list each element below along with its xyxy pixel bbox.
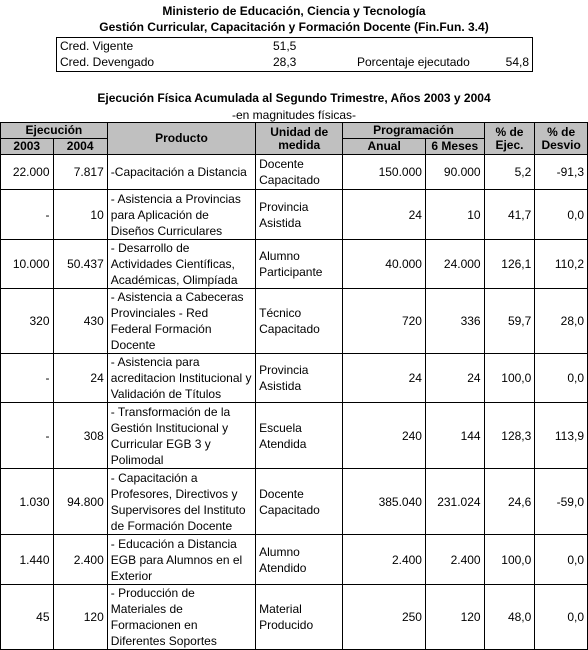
cell-2003: 1.440 xyxy=(1,535,54,585)
header-2004: 2004 xyxy=(53,139,107,155)
cred-devengado-value: 28,3 xyxy=(273,55,297,69)
cred-vigente-label: Cred. Vigente xyxy=(60,39,134,53)
cell-unidad: Escuela Atendida xyxy=(256,403,343,469)
cell-producto: - Asistencia a Provincias para Aplicación de Diseños Curriculares xyxy=(107,190,255,240)
program-title: Gestión Curricular, Capacitación y Formación Docente (Fin.Fun. 3.4) xyxy=(99,20,489,34)
cell-6-meses: 90.000 xyxy=(425,155,484,190)
header-2003: 2003 xyxy=(1,139,54,155)
physical-execution-table xyxy=(0,122,588,650)
table-row xyxy=(1,240,588,289)
table-row xyxy=(1,585,588,650)
cell-pct-desvio: 0,0 xyxy=(535,585,588,650)
cell-6-meses: 10 xyxy=(425,190,484,240)
header-ejecucion: Ejecución xyxy=(1,123,108,139)
header-unidad: Unidad de medida xyxy=(256,123,343,155)
cell-anual: 385.040 xyxy=(343,469,426,535)
cell-6-meses: 120 xyxy=(425,585,484,650)
cell-pct-desvio: -91,3 xyxy=(535,155,588,190)
credit-box xyxy=(56,37,533,72)
cell-pct-desvio: 28,0 xyxy=(535,289,588,354)
cell-producto: -Capacitación a Distancia xyxy=(107,155,255,190)
cell-pct-desvio: 110,2 xyxy=(535,240,588,289)
cell-producto: - Transformación de la Gestión Institucional y Curricular EGB 3 y Polimodal xyxy=(107,403,255,469)
cell-anual: 150.000 xyxy=(343,155,426,190)
cell-2004: 2.400 xyxy=(53,535,107,585)
table-row xyxy=(1,354,588,403)
table-row xyxy=(1,403,588,469)
cell-pct-ejec: 100,0 xyxy=(484,354,535,403)
cell-unidad: Técnico Capacitado xyxy=(256,289,343,354)
cell-2003: 1.030 xyxy=(1,469,54,535)
cell-anual: 24 xyxy=(343,190,426,240)
cell-producto: - Asistencia para acreditacion Institucional y Validación de Títulos xyxy=(107,354,255,403)
cell-2004: 308 xyxy=(53,403,107,469)
cell-2003: 320 xyxy=(1,289,54,354)
cell-producto: - Asistencia a Cabeceras Provinciales - Red Federal Formación Docente xyxy=(107,289,255,354)
table-row xyxy=(1,469,588,535)
cell-6-meses: 24.000 xyxy=(425,240,484,289)
porcentaje-label: Porcentaje ejecutado xyxy=(357,55,470,69)
cell-2003: - xyxy=(1,403,54,469)
cell-2004: 10 xyxy=(53,190,107,240)
header-pct-ejec: % de Ejec. xyxy=(484,123,535,155)
cell-anual: 250 xyxy=(343,585,426,650)
cell-2004: 50.437 xyxy=(53,240,107,289)
cell-pct-desvio: 113,9 xyxy=(535,403,588,469)
cell-anual: 24 xyxy=(343,354,426,403)
cell-unidad: Provincia Asistida xyxy=(256,354,343,403)
cell-producto: - Producción de Materiales de Formacionen en Diferentes Soportes xyxy=(107,585,255,650)
porcentaje-value: 54,8 xyxy=(505,55,529,69)
cell-producto: - Educación a Distancia EGB para Alumnos en el Exterior xyxy=(107,535,255,585)
cell-pct-ejec: 100,0 xyxy=(484,535,535,585)
cell-6-meses: 231.024 xyxy=(425,469,484,535)
cell-unidad: Alumno Atendido xyxy=(256,535,343,585)
cell-pct-ejec: 48,0 xyxy=(484,585,535,650)
cell-pct-ejec: 5,2 xyxy=(484,155,535,190)
cell-2004: 94.800 xyxy=(53,469,107,535)
cell-pct-desvio: 0,0 xyxy=(535,535,588,585)
cell-pct-ejec: 126,1 xyxy=(484,240,535,289)
cell-2003: 22.000 xyxy=(1,155,54,190)
cell-anual: 2.400 xyxy=(343,535,426,585)
cell-unidad: Alumno Participante xyxy=(256,240,343,289)
cred-vigente-value: 51,5 xyxy=(273,39,297,53)
cell-anual: 240 xyxy=(343,403,426,469)
table-row xyxy=(1,155,588,190)
cell-unidad: Docente Capacitado xyxy=(256,469,343,535)
cell-2004: 430 xyxy=(53,289,107,354)
table-row xyxy=(1,190,588,240)
cell-producto: - Desarrollo de Actividades Científicas, Académicas, Olimpíada xyxy=(107,240,255,289)
header-pct-desvio: % de Desvio xyxy=(535,123,588,155)
cell-2003: 45 xyxy=(1,585,54,650)
cell-pct-desvio: -59,0 xyxy=(535,469,588,535)
cell-unidad: Docente Capacitado xyxy=(256,155,343,190)
header-producto: Producto xyxy=(107,123,255,155)
table-row xyxy=(1,289,588,354)
header-anual: Anual xyxy=(343,139,426,155)
cell-anual: 720 xyxy=(343,289,426,354)
cell-2003: 10.000 xyxy=(1,240,54,289)
cell-pct-ejec: 41,7 xyxy=(484,190,535,240)
cell-2003: - xyxy=(1,354,54,403)
cell-2004: 24 xyxy=(53,354,107,403)
cell-pct-desvio: 0,0 xyxy=(535,354,588,403)
header-6-meses: 6 Meses xyxy=(425,139,484,155)
cell-2004: 120 xyxy=(53,585,107,650)
cell-2004: 7.817 xyxy=(53,155,107,190)
cell-6-meses: 2.400 xyxy=(425,535,484,585)
header-programacion: Programación xyxy=(343,123,484,139)
section-title: Ejecución Física Acumulada al Segundo Trimestre, Años 2003 y 2004 xyxy=(97,91,491,105)
cell-6-meses: 336 xyxy=(425,289,484,354)
section-subtitle: -en magnitudes físicas- xyxy=(231,108,357,122)
cred-devengado-label: Cred. Devengado xyxy=(60,55,155,69)
cell-pct-desvio: 0,0 xyxy=(535,190,588,240)
cell-6-meses: 24 xyxy=(425,354,484,403)
cell-pct-ejec: 128,3 xyxy=(484,403,535,469)
cell-2003: - xyxy=(1,190,54,240)
cell-anual: 40.000 xyxy=(343,240,426,289)
cell-pct-ejec: 59,7 xyxy=(484,289,535,354)
cell-6-meses: 144 xyxy=(425,403,484,469)
table-row xyxy=(1,535,588,585)
cell-pct-ejec: 24,6 xyxy=(484,469,535,535)
ministry-title: Ministerio de Educación, Ciencia y Tecnología xyxy=(162,4,426,18)
cell-unidad: Material Producido xyxy=(256,585,343,650)
cell-producto: - Capacitación a Profesores, Directivos y Supervisores del Instituto de Formación Docente xyxy=(107,469,255,535)
cell-unidad: Provincia Asistida xyxy=(256,190,343,240)
